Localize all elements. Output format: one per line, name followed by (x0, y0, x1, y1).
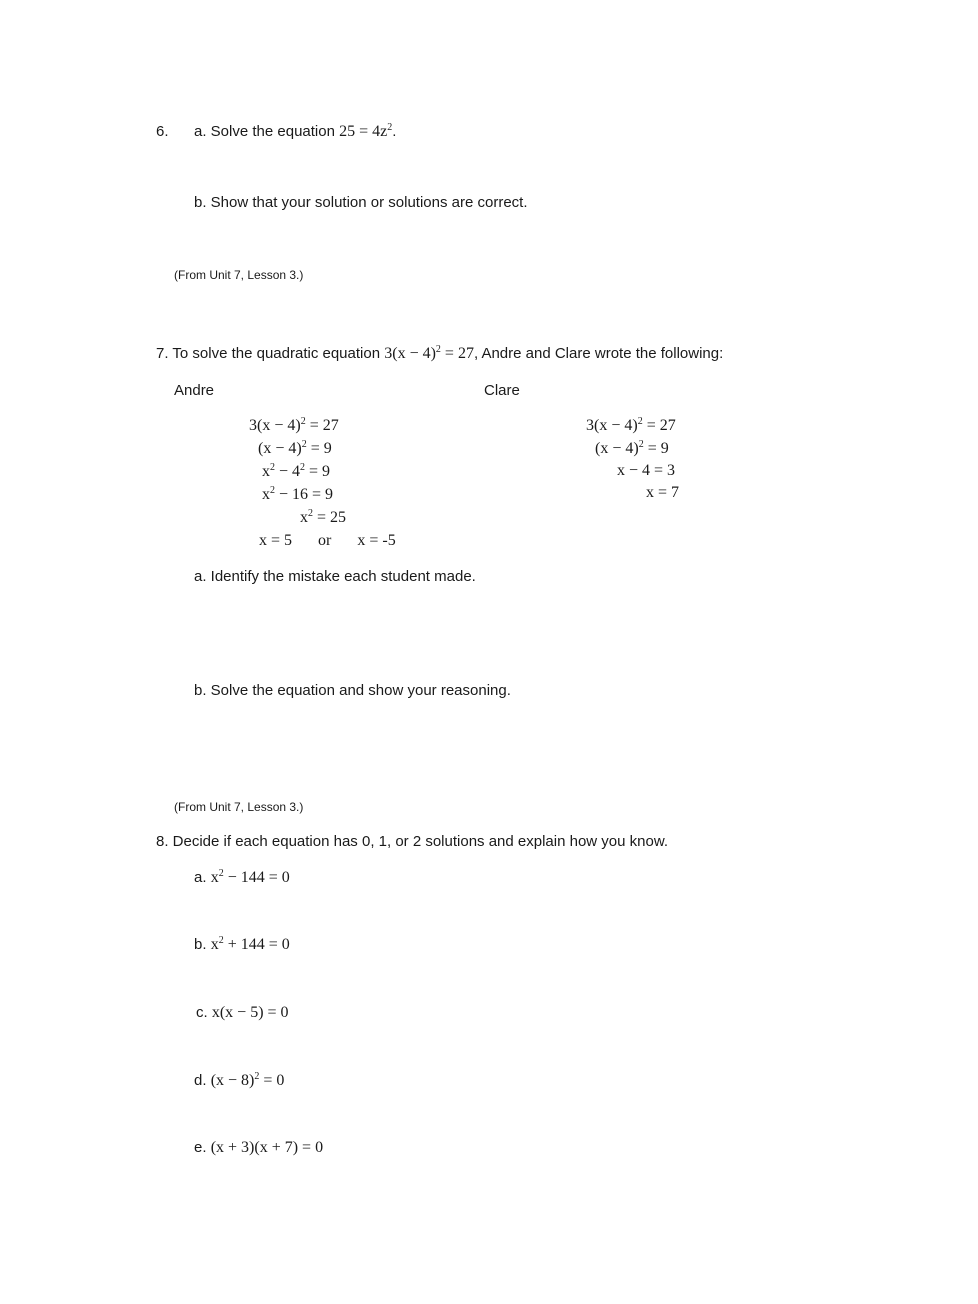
question-8a: a. $x^2 - 144 = 0$ (194, 868, 290, 886)
question-7a: a. Identify the mistake each student made. (194, 568, 476, 585)
work-line: $x^2 - 16 = 9$ (262, 485, 334, 503)
source-note: (From Unit 7, Lesson 3.) (174, 268, 304, 282)
question-6a: a. Solve the equation $25 = 4z^2$. (194, 122, 397, 140)
work-line: x − 4 = 3 (617, 462, 676, 479)
work-line: x = 7 (646, 484, 680, 501)
question-8e: e. (x + 3)(x + 7) = 0 (194, 1139, 324, 1156)
work-line: x = 5 or x = -5 (259, 532, 396, 549)
source-note: (From Unit 7, Lesson 3.) (174, 800, 304, 814)
question-8b: b. $x^2 + 144 = 0$ (194, 935, 290, 953)
work-line: $(x - 4)^2 = 9$ (595, 439, 669, 457)
question-7-intro: 7. To solve the quadratic equation $3(x - 4)^2 = 27$, Andre and Clare wrote the following: (156, 344, 724, 362)
work-line: $(x - 4)^2 = 9$ (258, 439, 332, 457)
question-8-intro: 8. Decide if each equation has 0, 1, or 2 solutions and explain how you know. (156, 833, 668, 850)
equation: $25 = 4z^2$ (339, 122, 393, 140)
andre-label: Andre (174, 382, 215, 399)
question-number: 6. (156, 123, 169, 140)
work-line: $x^2 = 25$ (300, 508, 347, 526)
clare-label: Clare (484, 382, 520, 399)
question-6b: b. Show that your solution or solutions are correct. (194, 194, 528, 211)
work-line: $x^2 - 4^2 = 9$ (262, 462, 331, 480)
question-8c: c. x(x − 5) = 0 (196, 1004, 289, 1021)
work-line: $3(x - 4)^2 = 27$ (586, 416, 676, 434)
prompt-text: a. Solve the equation (194, 123, 335, 140)
equation: $3(x - 4)^2 = 27$ (384, 344, 474, 362)
work-line: $3(x - 4)^2 = 27$ (249, 416, 339, 434)
question-8d: d. $(x - 8)^2 = 0$ (194, 1071, 285, 1089)
question-7b: b. Solve the equation and show your reasoning. (194, 682, 511, 699)
